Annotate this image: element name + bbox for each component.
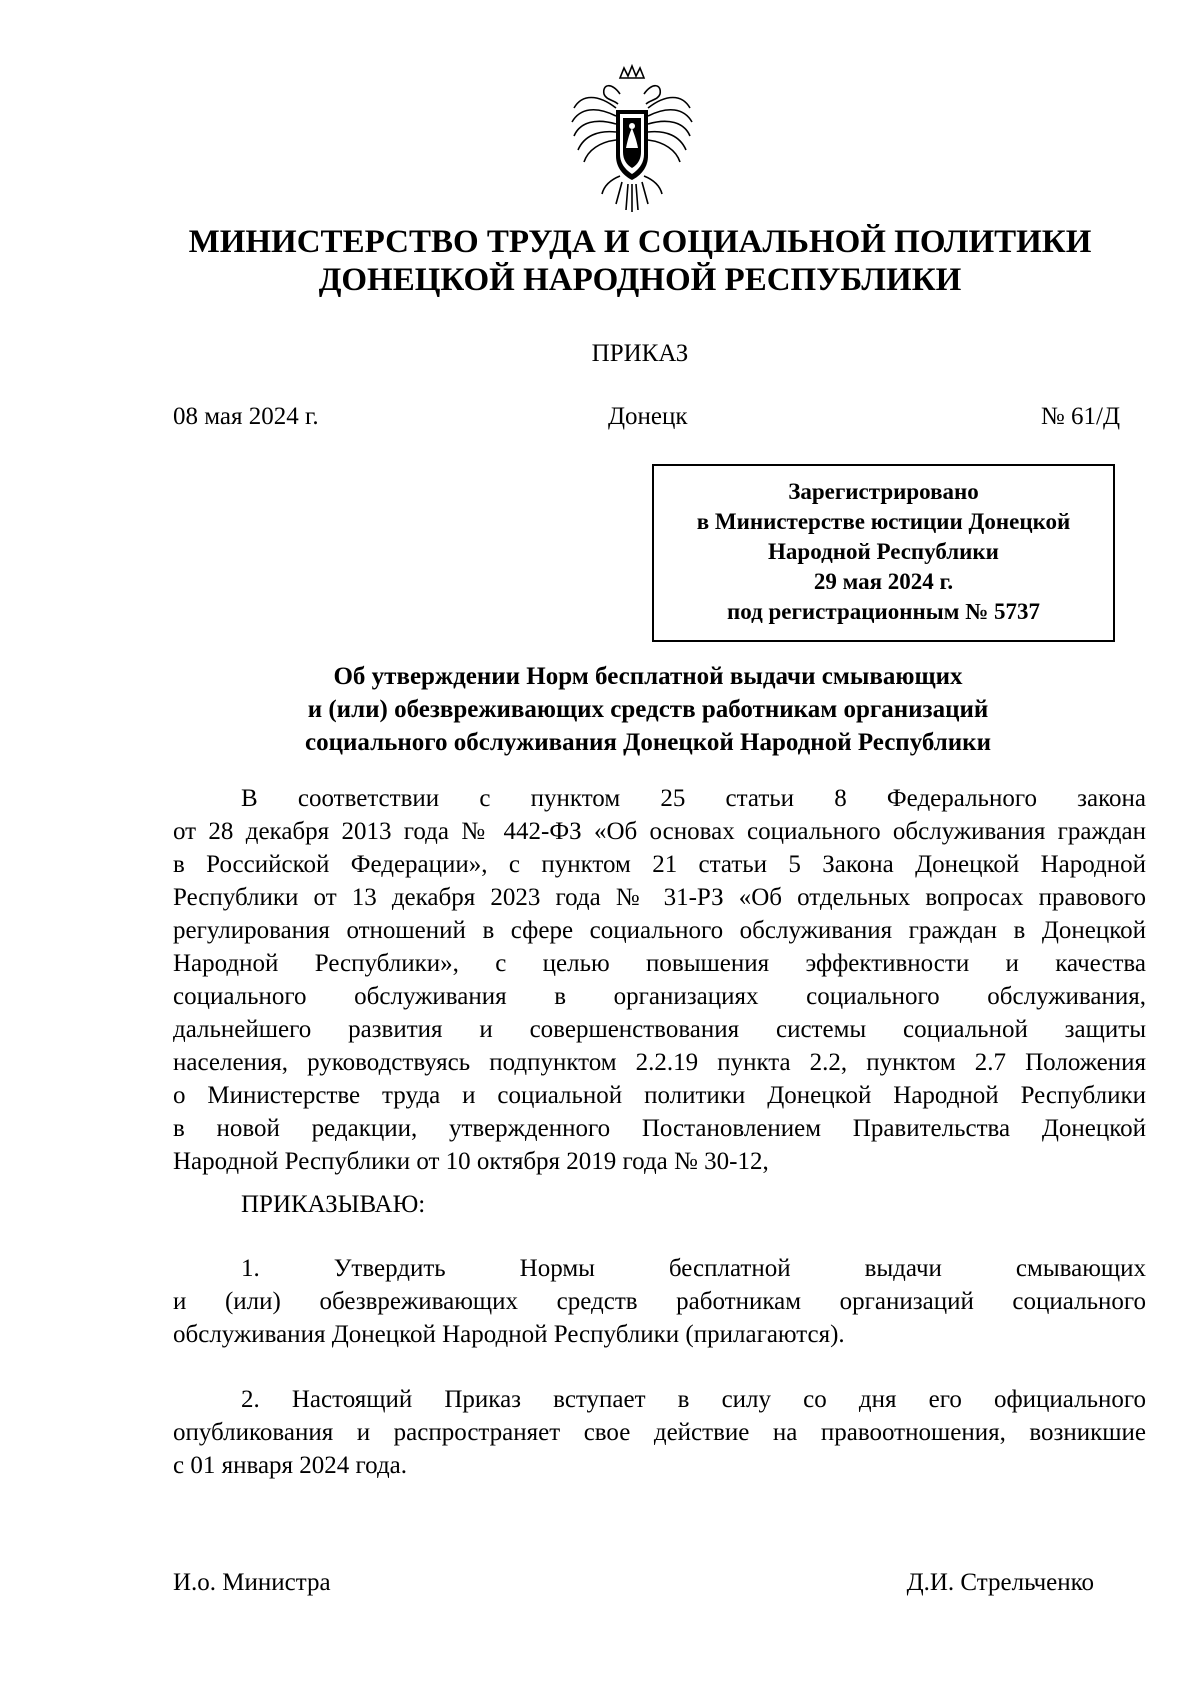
text-line: о Министерстве труда и социальной политики Донецкой Народной Республики	[173, 1082, 1146, 1109]
registration-line-4: 29 мая 2024 г.	[813, 569, 954, 594]
text-line: Республики от 13 декабря 2023 года № 31-РЗ «Об отдельных вопросах правового	[173, 884, 1146, 911]
signatory-name: Д.И. Стрельченко	[906, 1569, 1094, 1596]
subject-line-3: социального обслуживания Донецкой Народной Республики	[305, 729, 991, 756]
coat-of-arms-emblem	[568, 64, 696, 216]
text-line: Народной Республики от 10 октября 2019 года № 30-12,	[173, 1148, 769, 1175]
order-item-2	[173, 1383, 1146, 1482]
registration-line-1: Зарегистрировано	[788, 479, 979, 504]
text-line: и (или) обезвреживающих средств работникам организаций социального	[173, 1288, 1146, 1315]
text-line: с 01 января 2024 года.	[173, 1452, 408, 1479]
order-directive: ПРИКАЗЫВАЮ:	[241, 1191, 426, 1218]
ministry-title-line-1: МИНИСТЕРСТВО ТРУДА И СОЦИАЛЬНОЙ ПОЛИТИКИ	[188, 224, 1092, 260]
text-line: населения, руководствуясь подпунктом 2.2.19 пункта 2.2, пунктом 2.7 Положения	[173, 1049, 1146, 1076]
text-line: В соответствии с пунктом 25 статьи 8 Федерального закона	[241, 785, 1146, 812]
text-line: дальнейшего развития и совершенствования системы социальной защиты	[173, 1016, 1146, 1043]
text-line: 2. Настоящий Приказ вступает в силу со дня его официального	[241, 1386, 1146, 1413]
registration-line-2: в Министерстве юстиции Донецкой	[696, 509, 1071, 534]
signatory-position: И.о. Министра	[173, 1569, 331, 1596]
text-line: в новой редакции, утвержденного Постановлением Правительства Донецкой	[173, 1115, 1146, 1142]
text-line: опубликования и распространяет свое действие на правоотношения, возникшие	[173, 1419, 1146, 1446]
preamble-paragraph	[173, 782, 1146, 1178]
order-city: Донецк	[608, 403, 688, 430]
text-line: 1. Утвердить Нормы бесплатной выдачи смывающих	[241, 1255, 1146, 1282]
order-subject	[173, 660, 1123, 759]
document-type: ПРИКАЗ	[591, 340, 689, 367]
text-line: социального обслуживания в организациях социального обслуживания,	[173, 983, 1146, 1010]
text-line: Народной Республики», с целью повышения эффективности и качества	[173, 950, 1146, 977]
text-line: обслуживания Донецкой Народной Республики (прилагаются).	[173, 1321, 845, 1348]
text-line: от 28 декабря 2013 года № 442-ФЗ «Об основах социального обслуживания граждан	[173, 818, 1146, 845]
registration-stamp	[652, 464, 1115, 642]
ministry-title-line-2: ДОНЕЦКОЙ НАРОДНОЙ РЕСПУБЛИКИ	[318, 262, 962, 298]
subject-line-2: и (или) обезвреживающих средств работникам организаций	[307, 696, 989, 723]
ministry-title	[160, 223, 1120, 299]
order-number: № 61/Д	[1040, 403, 1120, 430]
order-date: 08 мая 2024 г.	[173, 403, 319, 430]
order-item-1	[173, 1252, 1146, 1351]
text-line: в Российской Федерации», с пунктом 21 статьи 5 Закона Донецкой Народной	[173, 851, 1146, 878]
subject-line-1: Об утверждении Норм бесплатной выдачи смывающих	[333, 663, 963, 690]
registration-line-5: под регистрационным № 5737	[727, 599, 1040, 624]
text-line: регулирования отношений в сфере социального обслуживания граждан в Донецкой	[173, 917, 1146, 944]
registration-line-3: Народной Республики	[768, 539, 999, 564]
